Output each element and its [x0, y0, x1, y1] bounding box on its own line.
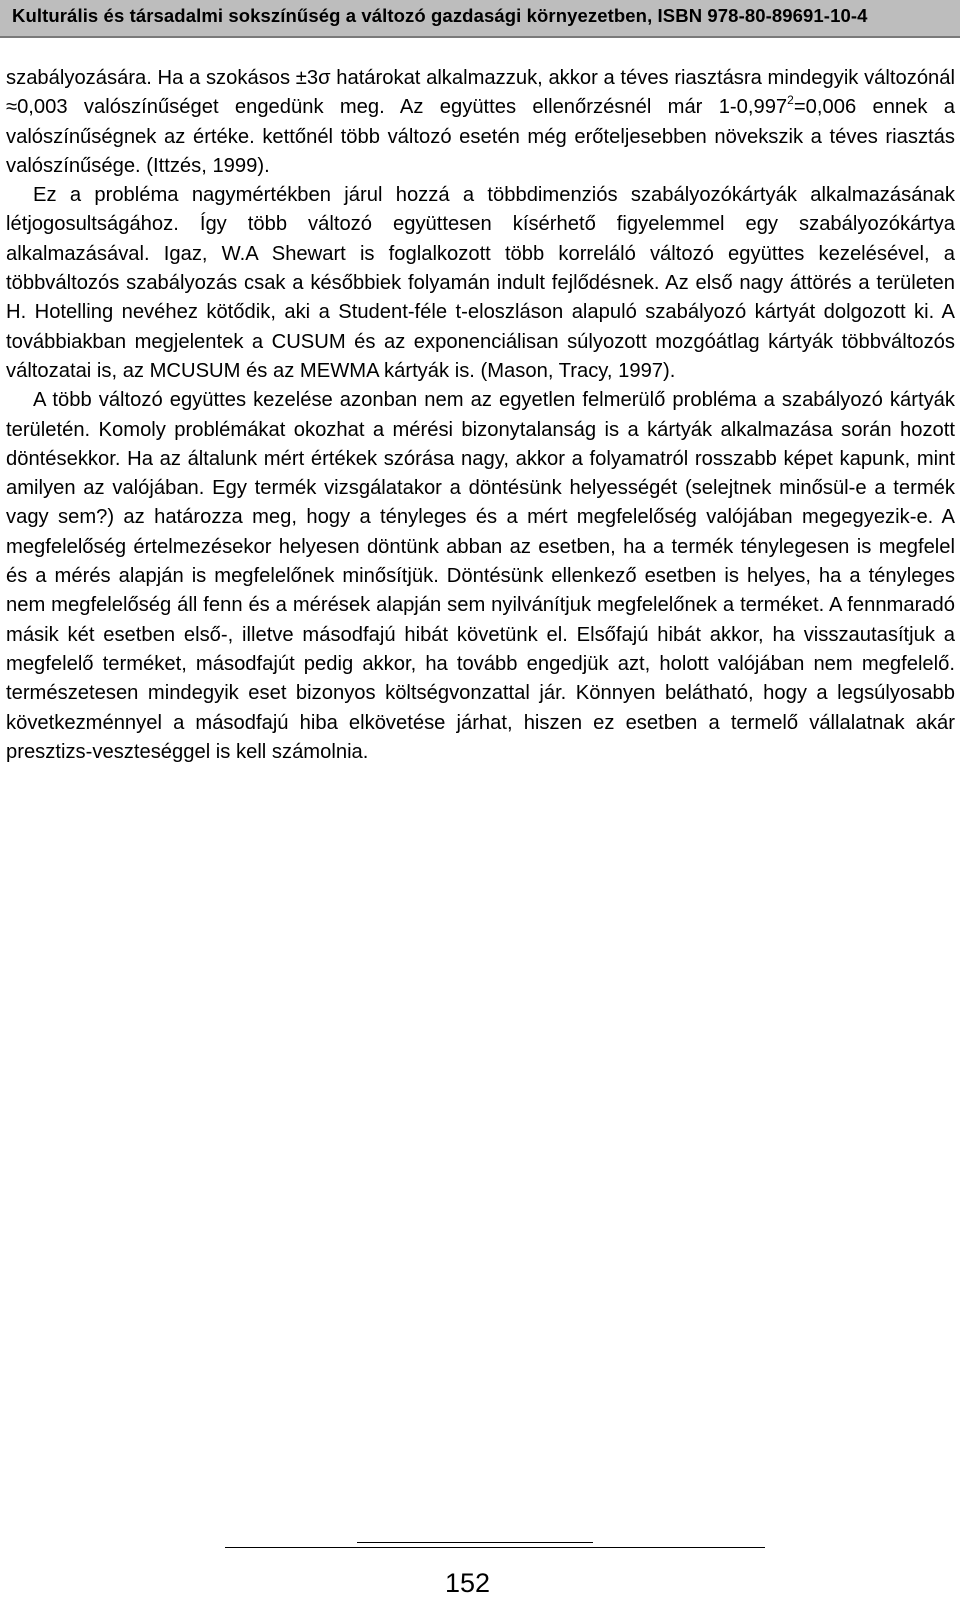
- page-number: 152: [444, 1568, 491, 1598]
- footer-rule-long: [225, 1547, 765, 1548]
- paragraph-1: [6, 64, 955, 181]
- body-text: [6, 64, 955, 767]
- running-header: [0, 0, 960, 38]
- superscript-exponent: 2: [787, 93, 794, 108]
- paragraph-1-text-a: szabályozására. Ha a szokásos ±3σ határokat alkalmazzuk, akkor a téves riasztásra mindegyik változónál ≈0,003 valószínűséget engedünk meg. Az együttes ellenőrzésnél már 1-0,997: [6, 67, 955, 119]
- paragraph-1-text-b: =0,006 ennek a valószínűségnek az értéke. kettőnél több változó esetén még erőteljesebben növekszik a téves riasztás valószínűsége. (Ittzés, 1999).: [6, 96, 955, 177]
- footer-rule-short: [357, 1542, 593, 1543]
- running-header-title: Kulturális és társadalmi sokszínűség a változó gazdasági környezetben, ISBN 978-80-89691-10-4: [12, 5, 868, 26]
- paragraph-2: Ez a probléma nagymértékben járul hozzá a többdimenziós szabályozókártyák alkalmazásának létjogosultságához. Így több változó együttesen kísérhető figyelemmel egy szabályozókártya alkalmazásával. Igaz, W.A Shewart is foglalkozott több korreláló változó együttes kezelésével, a többváltozós szabályozás csak a későbbiek folyamán indult fejlődésnek. Az első nagy áttörés a területen H. Hotelling nevéhez kötődik, aki a Student-féle t-eloszláson alapuló szabályozó kártyát dolgozott ki. A továbbiakban megjelentek a CUSUM és az exponenciálisan súlyozott mozgóátlag kártyák többváltozós változatai is, az MCUSUM és az MEWMA kártyák is. (Mason, Tracy, 1997).: [6, 184, 955, 382]
- paragraph-3: A több változó együttes kezelése azonban nem az egyetlen felmerülő probléma a szabályozó kártyák területén. Komoly problémákat okozhat a mérési bizonytalanság is a kártyák alkalmazása során hozott döntésekkor. Ha az általunk mért értékek szórása nagy, akkor a folyamatról rosszabb képet kapunk, mint amilyen az valójában. Egy termék vizsgálatakor a döntésünk helyességét (selejtnek minősül-e a termék vagy sem?) az határozza meg, hogy a tényleges és a mért megfelelőség valójában megegyezik-e. A megfelelőség értelmezésekor helyesen döntünk abban az esetben, ha a termék ténylegesen is megfelel és a mérés alapján is megfelelőnek minősítjük. Döntésünk ellenkező esetben is helyes, ha a tényleges nem megfelelőség áll fenn és a mérések alapján sem nyilvánítjuk megfelelőnek a terméket. A fennmaradó másik két esetben első-, illetve másodfajú hibát követünk el. Elsőfajú hibát akkor, ha visszautasítjuk a megfelelő terméket, másodfajút pedig akkor, ha tovább engedjük azt, holott valójában nem megfelelő. természetesen mindegyik eset bizonyos költségvonzattal jár. Könnyen belátható, hogy a legsúlyosabb következménnyel a másodfajú hiba elkövetése járhat, hiszen ez esetben a termelő vállalatnak akár presztizs-veszteséggel is kell számolnia.: [6, 389, 955, 763]
